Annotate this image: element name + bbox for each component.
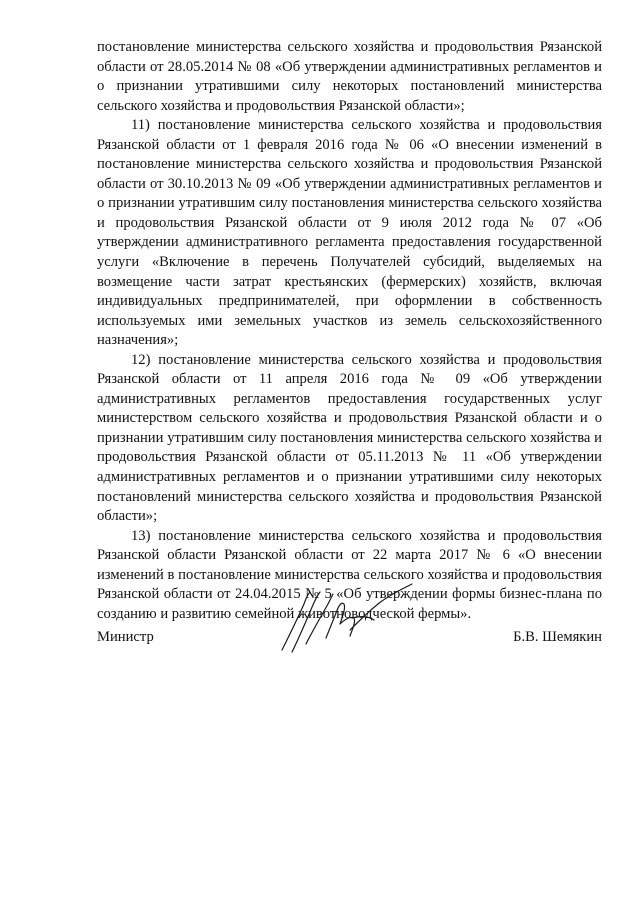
paragraph-item-11: 11) постановление министерства сельского хозяйства и продовольствия Рязанской области от 1 февраля 2016 года № 06 «О внесении изменений в постановление министерства сельского хозяйства и продовольствия Рязанской области от 30.10.2013 № 09 «Об утверждении административных регламентов и о признании утратившим силу постановления министерства сельского хозяйства и продовольствия Рязанской области от 9 июля 2012 года № 07 «Об утверждении административного регламента предоставления государственной услуги «Включение в перечень Получателей субсидий, выделяемых на возмещение части затрат крестьянских (фермерских) хозяйств, включая индивидуальных предпринимателей, при оформлении в собственность используемых ими земельных участков из земель сельскохозяйственного назначения»; bbox=[97, 117, 602, 349]
paragraph-item-13: 13) постановление министерства сельского хозяйства и продовольствия Рязанской области Рязанской области от 22 марта 2017 № 6 «О внесении изменений в постановление министерства сельского хозяйства и продовольствия Рязанской области от 24.04.2015 № 5 «Об утверждении формы бизнес-плана по созданию и развитию семейной животноводческой фермы». bbox=[97, 527, 602, 622]
document-body bbox=[97, 38, 602, 624]
signatory-title: Министр bbox=[97, 629, 154, 645]
signatory-name: Б.В. Шемякин bbox=[513, 629, 602, 645]
paragraph-continuation: постановление министерства сельского хозяйства и продовольствия Рязанской области от 28.05.2014 № 08 «Об утверждении административных регламентов и о признании утратившими силу некоторых постановлений министерства сельского хозяйства и продовольствия Рязанской области»; bbox=[97, 39, 602, 114]
paragraph-item-12: 12) постановление министерства сельского хозяйства и продовольствия Рязанской области от 11 апреля 2016 года № 09 «Об утверждении административных регламентов предоставления государственных услуг министерством сельского хозяйства и продовольствия Рязанской области и о признании утратившим силу постановления министерства сельского хозяйства и продовольствия Рязанской области от 05.11.2013 № 11 «Об утверждении административных регламентов и о признании утратившими силу некоторых постановлений министерства сельского хозяйства и продовольствия Рязанской области»; bbox=[97, 351, 602, 525]
handwritten-signature-icon bbox=[270, 578, 420, 658]
